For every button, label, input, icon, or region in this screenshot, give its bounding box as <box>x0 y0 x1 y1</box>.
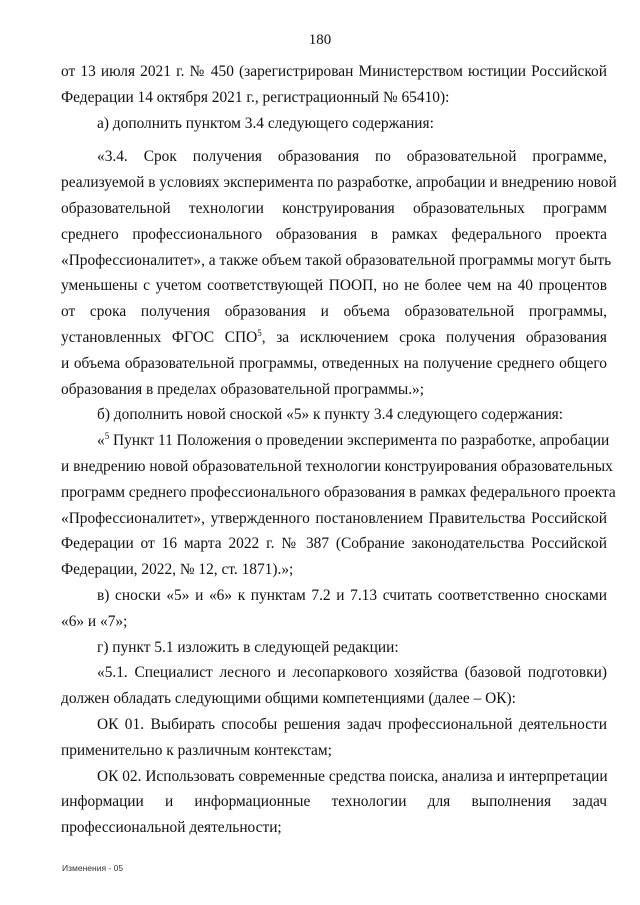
text-line: программ среднего профессионального образования в рамках федерального проекта <box>61 483 616 501</box>
text-line: уменьшены с учетом соответствующей ПООП, но не более чем на 40 процентов <box>61 277 607 295</box>
text-line: профессиональной деятельности; <box>61 819 282 837</box>
clause-5-1-start: «5.1. Специалист лесного и лесопаркового хозяйства (базовой подготовки) <box>97 664 607 682</box>
paragraph-v: в) сноски «5» и «6» к пунктам 7.2 и 7.13 считать соответственно сносками <box>97 586 607 604</box>
text-fragment: , за исключением срока получения образования <box>261 328 608 346</box>
page-number: 180 <box>308 32 332 48</box>
text-fragment: « <box>97 432 105 450</box>
text-fragment: установленных ФГОС СПО <box>61 328 258 346</box>
text-line: «Профессионалитет», утвержденного постановлением Правительства Российской <box>61 509 607 527</box>
paragraph-g: г) пункт 5.1 изложить в следующей редакции: <box>97 638 399 656</box>
ok-02: ОК 02. Использовать современные средства поиска, анализа и интерпретации <box>97 767 608 785</box>
ok-01: ОК 01. Выбирать способы решения задач профессиональной деятельности <box>97 715 607 733</box>
text-line: образования в пределах образовательной программы.»; <box>61 380 425 398</box>
text-fragment: Пункт 11 Положения о проведении эксперимента по разработке, апробации <box>109 432 610 450</box>
paragraph-b: б) дополнить новой сноской «5» к пункту 3.4 следующего содержания: <box>97 406 564 424</box>
text-line: «6» и «7»; <box>61 612 128 630</box>
text-line: информации и информационные технологии для выполнения задач <box>61 793 607 811</box>
text-line: от срока получения образования и объема образовательной программы, <box>61 303 607 321</box>
document-body <box>61 59 617 841</box>
text-line: должен обладать следующими общими компетенциями (далее – ОК): <box>61 690 516 708</box>
text-line: от 13 июля 2021 г. № 450 (зарегистрирован Министерством юстиции Российской <box>61 63 607 80</box>
footnote-ref: 5 <box>257 327 262 338</box>
text-line: Федерации 14 октября 2021 г., регистрационный № 65410): <box>61 88 450 106</box>
text-line: среднего профессионального образования в рамках федерального проекта <box>61 225 607 243</box>
text-line: применительно к различным контекстам; <box>61 741 332 759</box>
paragraph-a: а) дополнить пунктом 3.4 следующего содержания: <box>97 114 434 132</box>
text-line: и объема образовательной программы, отведенных на получение среднего общего <box>61 354 607 372</box>
text-line: Федерации от 16 марта 2022 г. № 387 (Собрание законодательства Российской <box>61 535 607 553</box>
text-line <box>61 325 607 351</box>
text-line: «Профессионалитет», а также объем такой образовательной программы могут быть <box>61 251 612 269</box>
text-line: Федерации, 2022, № 12, ст. 1871).»; <box>61 561 294 579</box>
text-line: и внедрению новой образовательной технологии конструирования образовательных <box>61 457 613 475</box>
page-footer: Изменения - 05 <box>62 863 124 873</box>
footnote-5-start <box>61 428 610 454</box>
footnote-marker: 5 <box>104 431 110 442</box>
text-line: реализуемой в условиях эксперимента по разработке, апробации и внедрению новой <box>61 174 617 192</box>
text-line: образовательной технологии конструирования образовательных программ <box>61 199 607 217</box>
clause-3-4-start: «3.4. Срок получения образования по образовательной программе, <box>97 148 607 166</box>
